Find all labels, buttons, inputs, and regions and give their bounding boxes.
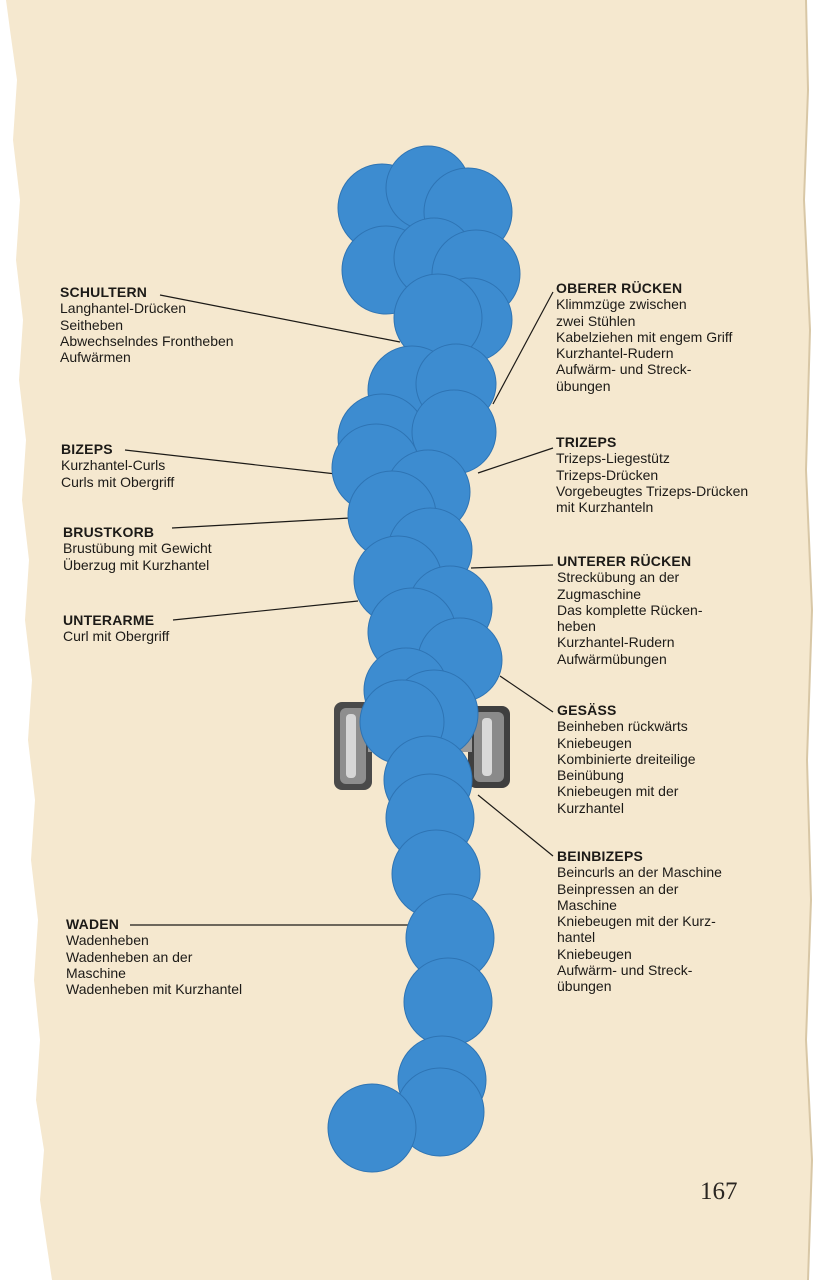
label-title: SCHULTERN bbox=[60, 284, 148, 300]
label-title: OBERER RÜCKEN bbox=[556, 280, 683, 296]
label-oberer-ruecken bbox=[556, 280, 732, 394]
label-title: UNTERER RÜCKEN bbox=[557, 553, 692, 569]
exercise-text: Kniebeugen bbox=[557, 734, 632, 751]
label-gesaess bbox=[557, 702, 696, 816]
exercise-text: Aufwärmübungen bbox=[557, 650, 667, 667]
exercise-text: übungen bbox=[556, 377, 611, 394]
exercise-text: Curl mit Obergriff bbox=[63, 628, 170, 645]
exercise-text: Beinpressen an der bbox=[557, 880, 679, 897]
exercise-text: mit Kurzhanteln bbox=[556, 499, 654, 516]
label-brustkorb bbox=[63, 524, 212, 573]
exercise-text: Kurzhantel-Curls bbox=[61, 457, 166, 474]
label-schultern bbox=[60, 284, 234, 365]
exercise-text: Langhantel-Drücken bbox=[60, 300, 187, 317]
exercise-text: Kabelziehen mit engem Griff bbox=[556, 328, 733, 345]
exercise-text: Überzug mit Kurzhantel bbox=[63, 556, 210, 573]
label-title: BRUSTKORB bbox=[63, 524, 155, 540]
label-waden bbox=[66, 916, 242, 997]
exercise-text: zwei Stühlen bbox=[556, 312, 636, 329]
exercise-text: Kurzhantel bbox=[557, 799, 624, 816]
label-trizeps bbox=[556, 434, 748, 515]
exercise-text: Aufwärmen bbox=[60, 349, 131, 366]
exercise-text: Wadenheben mit Kurzhantel bbox=[66, 981, 243, 998]
exercise-text: Maschine bbox=[557, 896, 617, 913]
exercise-text: heben bbox=[557, 618, 596, 635]
exercise-text: Brustübung mit Gewicht bbox=[63, 540, 212, 557]
label-bizeps bbox=[61, 441, 174, 490]
exercise-text: Wadenheben bbox=[66, 932, 149, 949]
label-beinbizeps bbox=[557, 848, 722, 995]
label-title: WADEN bbox=[66, 916, 120, 932]
paper-disc bbox=[328, 1084, 416, 1172]
exercise-text: Wadenheben an der bbox=[66, 948, 193, 965]
exercise-text: Kombinierte dreiteilige bbox=[557, 750, 696, 767]
label-title: BEINBIZEPS bbox=[557, 848, 644, 864]
exercise-text: Kniebeugen bbox=[557, 945, 632, 962]
exercise-text: Curls mit Obergriff bbox=[61, 473, 175, 490]
exercise-text: Vorgebeugtes Trizeps-Drücken bbox=[556, 482, 749, 499]
exercise-text: Aufwärm- und Streck- bbox=[556, 361, 692, 378]
exercise-text: Beinheben rückwärts bbox=[557, 718, 688, 735]
exercise-text: hantel bbox=[557, 929, 596, 946]
exercise-text: übungen bbox=[557, 978, 612, 995]
label-unterarme bbox=[63, 612, 169, 645]
label-title: GESÄSS bbox=[557, 702, 617, 718]
exercise-text: Beinübung bbox=[557, 767, 624, 784]
exercise-text: Beincurls an der Maschine bbox=[557, 864, 722, 881]
paper-disc bbox=[404, 958, 492, 1046]
exercise-text: Kurzhantel-Rudern bbox=[557, 634, 675, 651]
exercise-text: Streckübung an der bbox=[557, 569, 680, 586]
label-title: UNTERARME bbox=[63, 612, 155, 628]
exercise-text: Aufwärm- und Streck- bbox=[557, 962, 693, 979]
label-title: TRIZEPS bbox=[556, 434, 617, 450]
exercise-text: Kurzhantel-Rudern bbox=[556, 345, 674, 362]
label-title: BIZEPS bbox=[61, 441, 113, 457]
exercise-text: Maschine bbox=[66, 964, 126, 981]
exercise-text: Kniebeugen mit der bbox=[557, 783, 679, 800]
exercise-text: Seitheben bbox=[60, 316, 124, 333]
exercise-text: Trizeps-Liegestütz bbox=[556, 450, 670, 467]
exercise-text: Klimmzüge zwischen bbox=[556, 296, 687, 313]
exercise-text: Kniebeugen mit der Kurz- bbox=[557, 913, 716, 930]
exercise-text: Zugmaschine bbox=[557, 585, 642, 602]
exercise-text: Trizeps-Drücken bbox=[556, 466, 659, 483]
label-unterer-ruecken bbox=[557, 553, 703, 667]
page-number: 167 bbox=[700, 1178, 738, 1205]
exercise-text: Das komplette Rücken- bbox=[557, 601, 703, 618]
exercise-text: Abwechselndes Frontheben bbox=[60, 332, 234, 349]
